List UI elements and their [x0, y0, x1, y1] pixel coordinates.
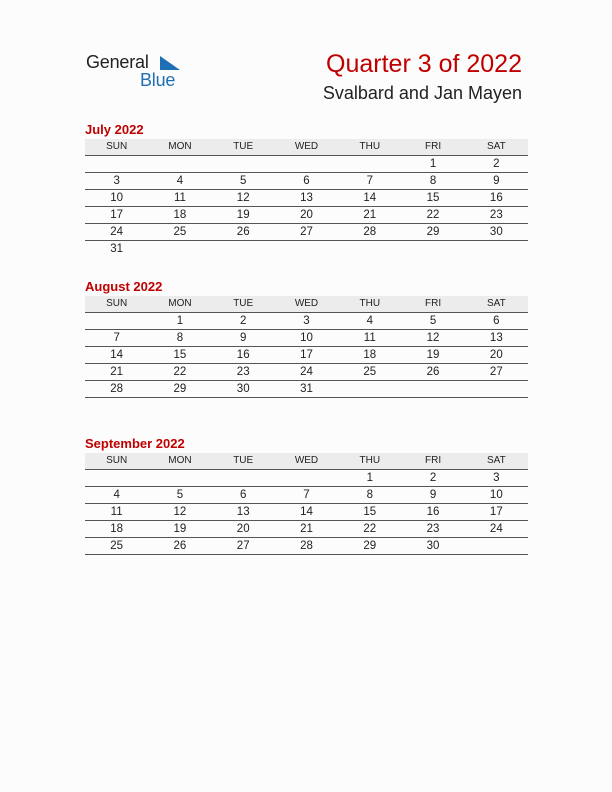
- day-cell: [212, 241, 275, 257]
- day-cell: 16: [489, 192, 503, 204]
- day-cell: 16: [426, 506, 440, 518]
- day-cell: 28: [110, 383, 124, 395]
- day-cell: 11: [110, 506, 123, 518]
- month-july: [85, 121, 528, 257]
- weekday-label: TUE: [233, 298, 254, 309]
- day-cell: 15: [173, 349, 187, 361]
- day-cell: 19: [236, 209, 250, 221]
- logo-blue-text: Blue: [140, 70, 176, 90]
- day-cell: [275, 156, 338, 172]
- day-cell: 10: [110, 192, 124, 204]
- day-cell: 12: [236, 192, 250, 204]
- weekday-label: SUN: [106, 455, 128, 466]
- week-row: [85, 224, 528, 241]
- day-cell: 13: [236, 506, 250, 518]
- day-cell: 18: [173, 209, 187, 221]
- day-cell: [85, 470, 148, 486]
- day-cell: 24: [300, 366, 313, 378]
- week-row: [85, 313, 528, 330]
- week-row: [85, 364, 528, 381]
- week-row: [85, 538, 528, 555]
- day-cell: [212, 156, 275, 172]
- day-cell: 26: [426, 366, 440, 378]
- day-cell: 18: [363, 349, 377, 361]
- weekday-header: [85, 296, 528, 313]
- weekday-label: WED: [294, 141, 319, 152]
- weekday-label: MON: [168, 455, 192, 466]
- day-cell: 21: [363, 209, 377, 221]
- logo: [86, 52, 196, 92]
- day-cell: [338, 156, 401, 172]
- day-cell: 3: [113, 175, 120, 187]
- weekday-label: TUE: [233, 141, 254, 152]
- day-cell: [85, 313, 148, 329]
- day-cell: 13: [300, 192, 313, 204]
- weekday-label: MON: [168, 141, 192, 152]
- day-cell: 29: [426, 226, 440, 238]
- day-cell: 22: [173, 366, 187, 378]
- day-cell: 2: [493, 158, 500, 170]
- day-cell: 16: [236, 349, 250, 361]
- day-cell: 23: [489, 209, 503, 221]
- weekday-label: FRI: [424, 141, 442, 152]
- day-cell: 21: [110, 366, 124, 378]
- day-cell: [465, 381, 528, 397]
- day-cell: [212, 470, 275, 486]
- day-cell: [338, 381, 401, 397]
- weekday-label: SAT: [486, 298, 506, 309]
- month-title: July 2022: [85, 122, 144, 137]
- day-cell: 7: [366, 175, 373, 187]
- week-row: [85, 156, 528, 173]
- day-cell: 5: [429, 315, 437, 327]
- day-cell: 4: [176, 175, 184, 187]
- week-row: [85, 347, 528, 364]
- day-cell: 2: [240, 315, 247, 327]
- day-cell: 11: [173, 192, 186, 204]
- page-subtitle: Svalbard and Jan Mayen: [322, 83, 522, 103]
- day-cell: 29: [173, 383, 187, 395]
- month-title: September 2022: [85, 436, 185, 451]
- day-cell: [338, 241, 401, 257]
- week-row: [85, 381, 528, 398]
- day-cell: 20: [300, 209, 313, 221]
- day-cell: 14: [300, 506, 313, 518]
- week-row: [85, 504, 528, 521]
- day-cell: 23: [426, 523, 440, 535]
- day-cell: 2: [429, 472, 437, 484]
- week-row: [85, 207, 528, 224]
- weekday-label: SAT: [486, 455, 506, 466]
- day-cell: [465, 241, 528, 257]
- day-cell: 25: [173, 226, 187, 238]
- day-cell: [275, 241, 338, 257]
- day-cell: 27: [236, 540, 250, 552]
- day-cell: 13: [489, 332, 503, 344]
- day-cell: 30: [489, 226, 503, 238]
- day-cell: 30: [426, 540, 440, 552]
- day-cell: 24: [489, 523, 503, 535]
- weekday-label: FRI: [424, 298, 442, 309]
- day-cell: 17: [489, 506, 503, 518]
- day-cell: 19: [173, 523, 187, 535]
- day-cell: 22: [363, 523, 377, 535]
- day-cell: 19: [426, 349, 440, 361]
- day-cell: 17: [300, 349, 313, 361]
- day-cell: [465, 538, 528, 554]
- day-cell: [148, 156, 211, 172]
- day-cell: [85, 156, 148, 172]
- day-cell: 8: [366, 489, 373, 501]
- day-cell: 25: [363, 366, 377, 378]
- day-cell: 4: [366, 315, 373, 327]
- day-cell: 1: [366, 472, 373, 484]
- day-cell: 28: [300, 540, 313, 552]
- day-cell: 17: [110, 209, 124, 221]
- day-cell: 18: [110, 523, 124, 535]
- week-row: [85, 190, 528, 207]
- day-cell: 12: [173, 506, 187, 518]
- day-cell: 9: [240, 332, 247, 344]
- day-cell: 3: [493, 472, 500, 484]
- week-row: [85, 330, 528, 347]
- day-cell: 3: [303, 315, 310, 327]
- day-cell: 28: [363, 226, 377, 238]
- day-cell: 15: [363, 506, 377, 518]
- day-cell: 5: [176, 489, 184, 501]
- day-cell: 9: [429, 489, 437, 501]
- weekday-label: WED: [294, 455, 319, 466]
- week-row: [85, 241, 528, 257]
- day-cell: 6: [240, 489, 247, 501]
- day-cell: 25: [110, 540, 124, 552]
- day-cell: 7: [303, 489, 310, 501]
- month-title: August 2022: [85, 279, 163, 294]
- weekday-label: SUN: [106, 141, 128, 152]
- day-cell: 29: [363, 540, 377, 552]
- weekday-header: [85, 453, 528, 470]
- day-cell: [401, 381, 464, 397]
- weekday-header: [85, 139, 528, 156]
- day-cell: 30: [236, 383, 250, 395]
- weekday-label: WED: [294, 298, 319, 309]
- day-cell: 11: [363, 332, 376, 344]
- week-row: [85, 487, 528, 504]
- weekday-label: THU: [359, 141, 381, 152]
- day-cell: 24: [110, 226, 124, 238]
- day-cell: 26: [236, 226, 250, 238]
- day-cell: 14: [110, 349, 124, 361]
- weekday-label: THU: [359, 298, 381, 309]
- week-row: [85, 521, 528, 538]
- weekday-label: MON: [168, 298, 192, 309]
- day-cell: 10: [300, 332, 313, 344]
- week-row: [85, 470, 528, 487]
- day-cell: 15: [426, 192, 440, 204]
- week-row: [85, 173, 528, 190]
- day-cell: 22: [426, 209, 440, 221]
- day-cell: 26: [173, 540, 187, 552]
- day-cell: [401, 241, 464, 257]
- day-cell: [275, 470, 338, 486]
- day-cell: [148, 241, 211, 257]
- day-cell: 12: [426, 332, 440, 344]
- day-cell: 10: [489, 489, 503, 501]
- day-cell: 4: [113, 489, 120, 501]
- day-cell: 6: [493, 315, 500, 327]
- day-cell: 9: [493, 175, 500, 187]
- day-cell: 8: [176, 332, 184, 344]
- day-cell: 20: [489, 349, 503, 361]
- day-cell: 1: [176, 315, 184, 327]
- day-cell: [148, 470, 211, 486]
- page-title: Quarter 3 of 2022: [326, 50, 522, 78]
- weekday-label: SAT: [486, 141, 506, 152]
- day-cell: 8: [429, 175, 437, 187]
- day-cell: 27: [489, 366, 503, 378]
- day-cell: 6: [303, 175, 310, 187]
- month-august: [85, 278, 528, 398]
- weekday-label: THU: [359, 455, 381, 466]
- day-cell: 31: [110, 243, 124, 255]
- weekday-label: SUN: [106, 298, 128, 309]
- weekday-label: FRI: [424, 455, 442, 466]
- day-cell: 23: [236, 366, 250, 378]
- day-cell: 31: [300, 383, 313, 395]
- logo-general-text: General: [86, 52, 149, 72]
- day-cell: 21: [300, 523, 313, 535]
- day-cell: 7: [113, 332, 120, 344]
- weekday-label: TUE: [233, 455, 254, 466]
- day-cell: 5: [240, 175, 247, 187]
- day-cell: 1: [429, 158, 437, 170]
- day-cell: 20: [236, 523, 250, 535]
- day-cell: 14: [363, 192, 377, 204]
- month-september: [85, 435, 528, 555]
- day-cell: 27: [300, 226, 313, 238]
